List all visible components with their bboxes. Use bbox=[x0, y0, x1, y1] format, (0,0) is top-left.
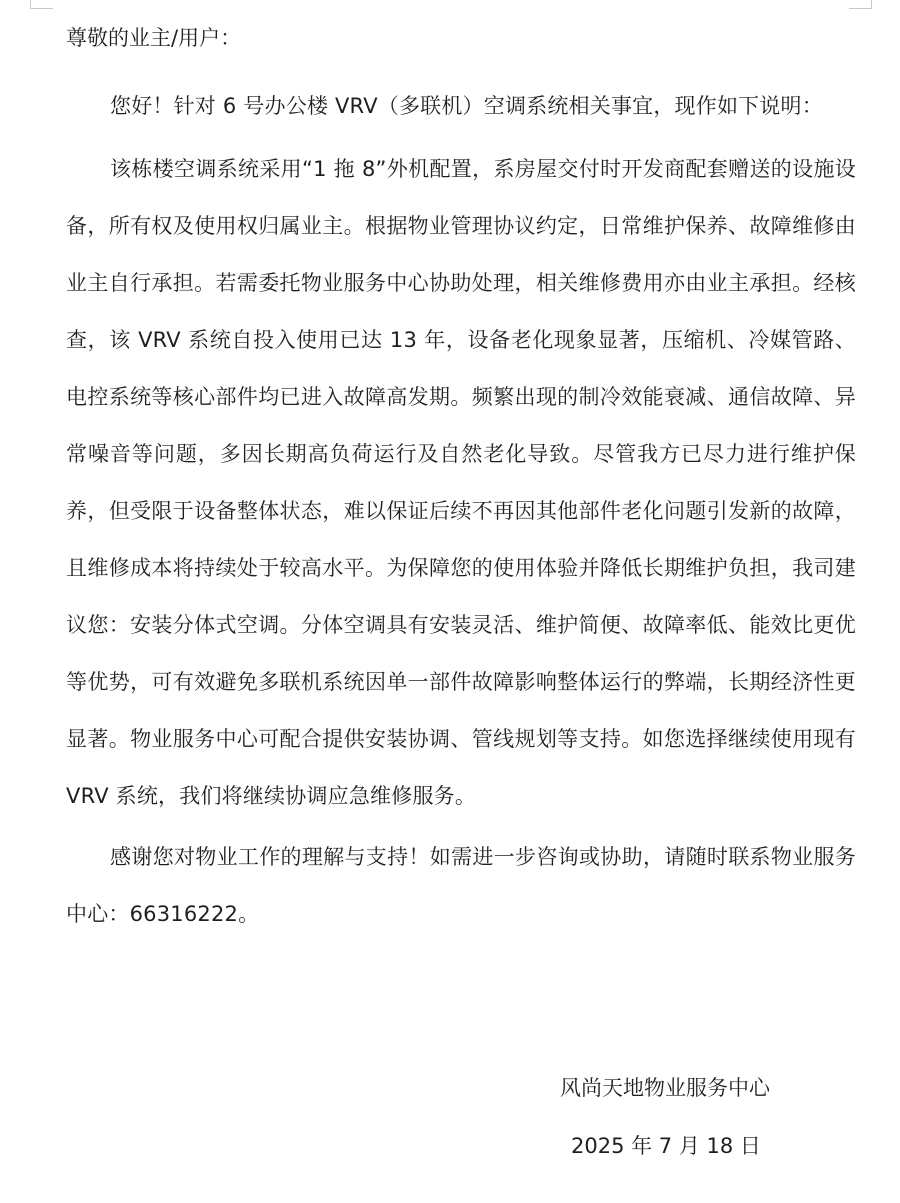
page-corner-mark-right bbox=[849, 0, 872, 9]
page-corner-mark-left bbox=[30, 0, 53, 9]
letter-date: 2025 年 7 月 18 日 bbox=[571, 1134, 761, 1158]
signature: 风尚天地物业服务中心 bbox=[560, 1076, 770, 1100]
thanks-paragraph: 感谢您对物业工作的理解与支持！如需进一步咨询或协助，请随时联系物业服务中心：66316222。 bbox=[66, 845, 856, 926]
salutation: 尊敬的业主/用户： bbox=[66, 26, 242, 50]
main-paragraph: 该栋楼空调系统采用“1 拖 8”外机配置，系房屋交付时开发商配套赠送的设施设备，所有权及使用权归属业主。根据物业管理协议约定，日常维护保养、故障维修由业主自行承担。若需委托物业服务中心协助处理，相关维修费用亦由业主承担。经核查，该 VRV 系统自投入使用已达 13 年，设备老化现象显著，压缩机、冷媒管路、电控系统等核心部件均已进入故障高发期。频繁出现的制冷效能衰减、通信故障、异常噪音等问题，多因长期高负荷运行及自然老化导致。尽管我方已尽力进行维护保养，但受限于设备整体状态，难以保证后续不再因其他部件老化问题引发新的故障，且维修成本将持续处于较高水平。为保障您的使用体验并降低长期维护负担，我司建议您：安装分体式空调。分体空调具有安装灵活、维护简便、故障率低、能效比更优等优势，可有效避免多联机系统因单一部件故障影响整体运行的弊端，长期经济性更显著。物业服务中心可配合提供安装协调、管线规划等支持。如您选择继续使用现有 VRV 系统，我们将继续协调应急维修服务。 bbox=[66, 157, 856, 808]
intro-paragraph: 您好！针对 6 号办公楼 VRV（多联机）空调系统相关事宜，现作如下说明： bbox=[110, 94, 823, 118]
letter-body bbox=[66, 18, 856, 943]
